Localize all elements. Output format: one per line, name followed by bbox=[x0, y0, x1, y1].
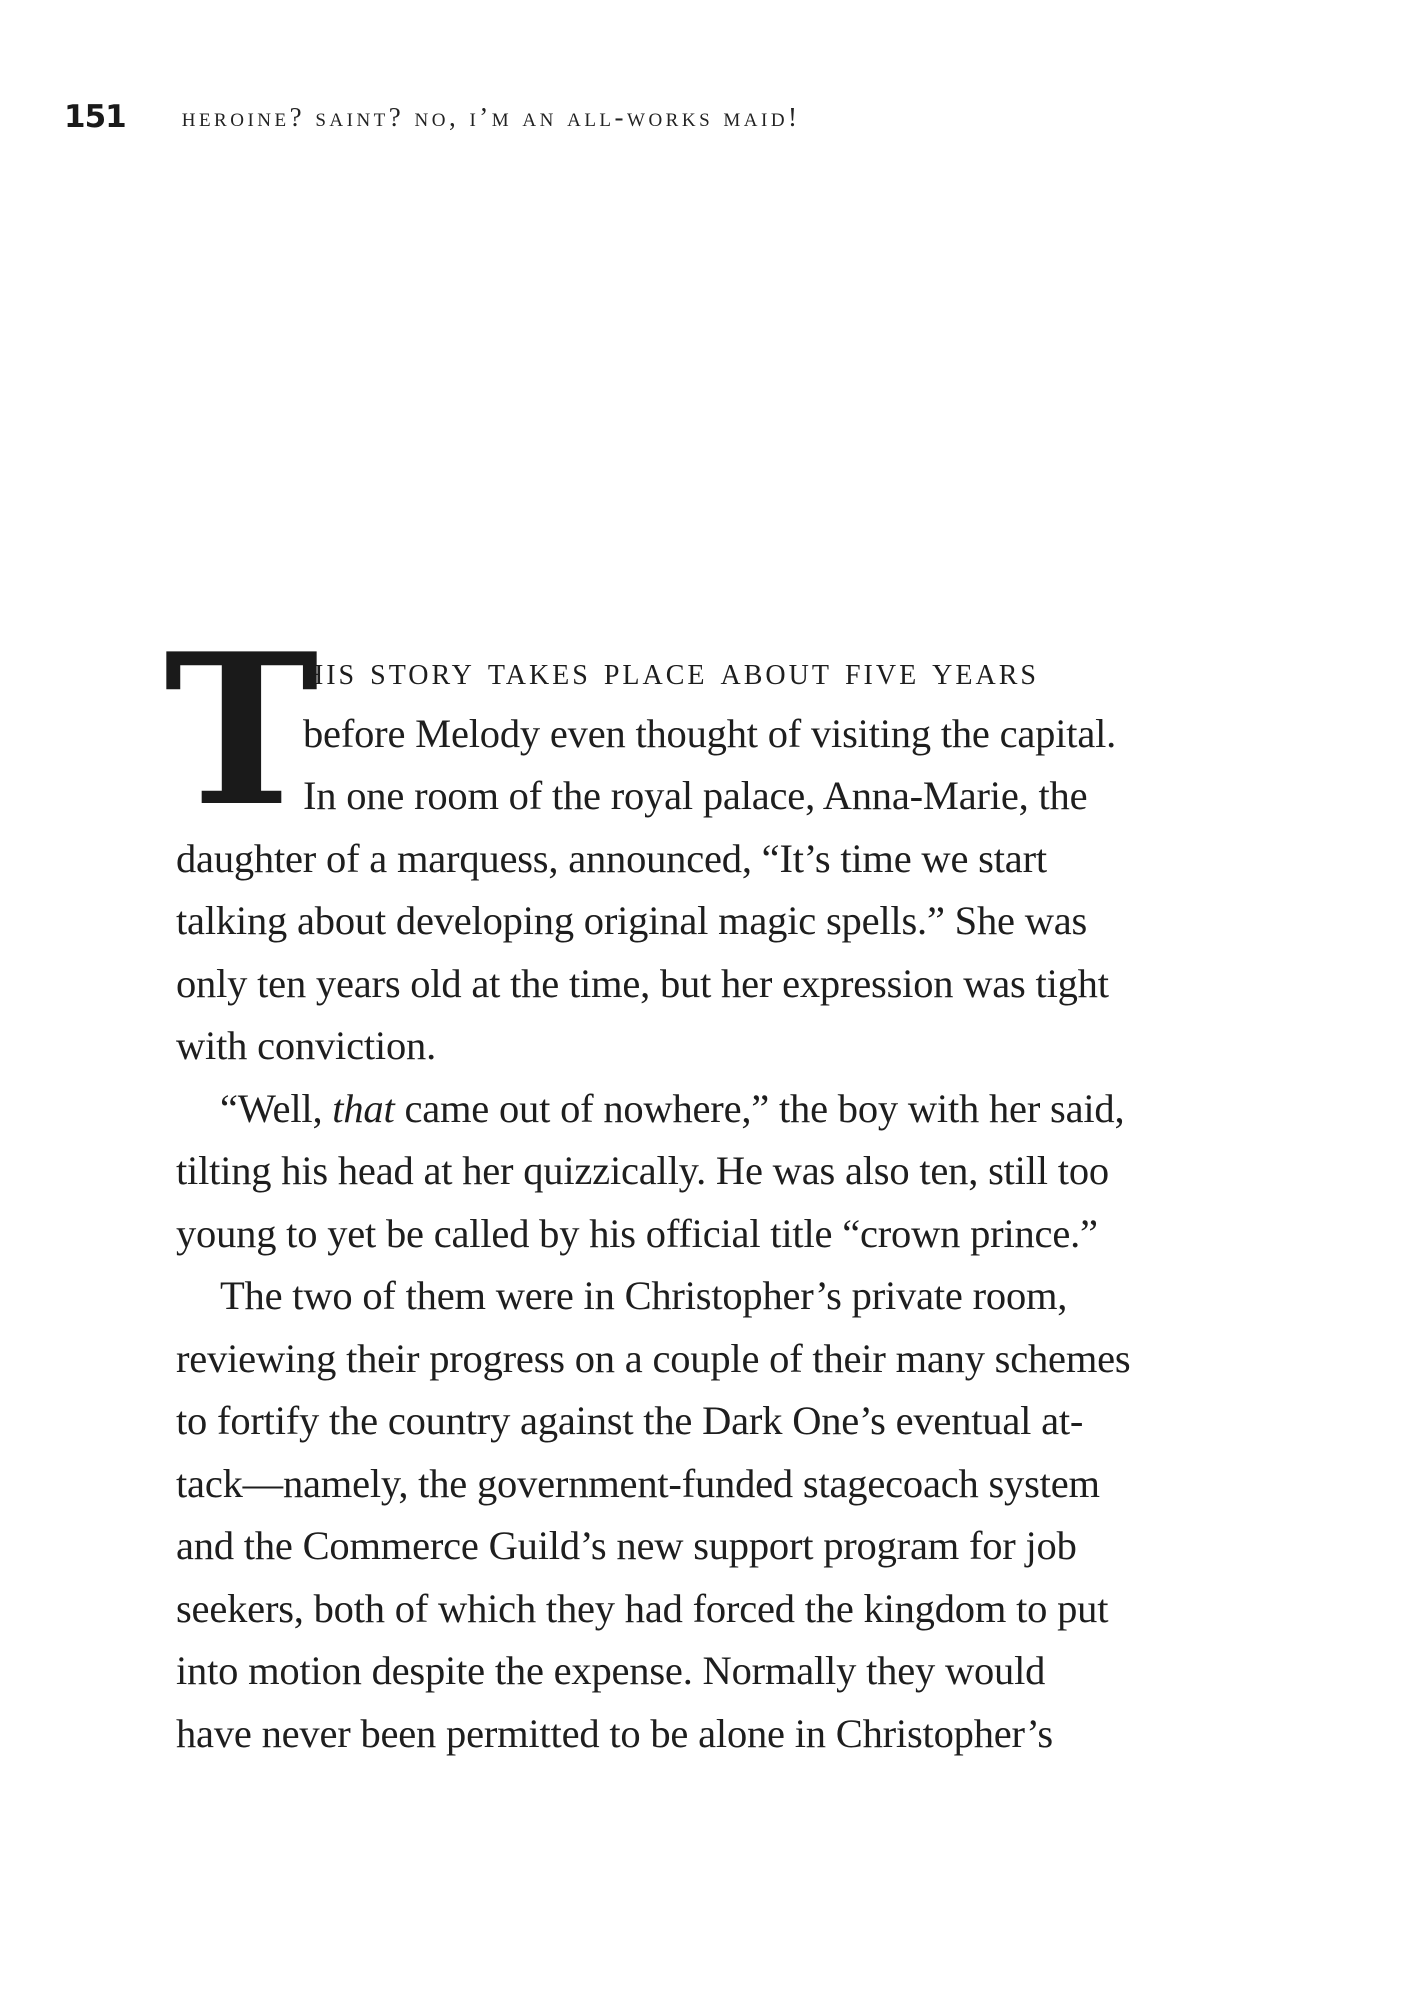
text-line: tack—namely, the government-funded stagecoach system bbox=[176, 1460, 1100, 1506]
text-line: have never been permitted to be alone in Christopher’s bbox=[176, 1710, 1053, 1756]
text-line: In one room of the royal palace, Anna-Marie, the bbox=[303, 773, 1088, 818]
text-line: young to yet be called by his official title “crown prince.” bbox=[176, 1210, 1098, 1256]
text-line: to fortify the country against the Dark One’s eventual at- bbox=[176, 1398, 1084, 1443]
opening-small-caps: his story takes place about five years bbox=[303, 648, 1039, 693]
text-line: before Melody even thought of visiting the capital. bbox=[303, 710, 1117, 756]
text-line bbox=[176, 640, 1176, 703]
book-title: heroine? saint? no, i’m an all-works maid! bbox=[181, 101, 801, 132]
text-fragment: came out of nowhere,” the boy with her said, bbox=[394, 1085, 1125, 1131]
italic-word: that bbox=[332, 1085, 395, 1131]
text-line: and the Commerce Guild’s new support program for job bbox=[176, 1523, 1077, 1568]
text-line: with conviction. bbox=[176, 1023, 437, 1068]
text-line: seekers, both of which they had forced the kingdom to put bbox=[176, 1585, 1109, 1631]
text-line: The two of them were in Christopher’s private room, bbox=[220, 1273, 1068, 1318]
text-line: tilting his head at her quizzically. He was also ten, still too bbox=[176, 1148, 1109, 1193]
drop-cap: T bbox=[164, 609, 319, 853]
running-head bbox=[64, 92, 801, 142]
text-fragment: “Well, bbox=[220, 1085, 333, 1131]
text-line: into motion despite the expense. Normally they would bbox=[176, 1648, 1046, 1693]
page-number: 151 bbox=[64, 99, 126, 135]
text-line: daughter of a marquess, announced, “It’s time we start bbox=[176, 835, 1047, 881]
text-line bbox=[176, 1078, 1176, 1141]
text-line: only ten years old at the time, but her expression was tight bbox=[176, 960, 1109, 1006]
text-line: reviewing their progress on a couple of their many schemes bbox=[176, 1335, 1131, 1381]
text-line: talking about developing original magic spells.” She was bbox=[176, 898, 1088, 943]
body-text bbox=[164, 609, 1176, 1765]
